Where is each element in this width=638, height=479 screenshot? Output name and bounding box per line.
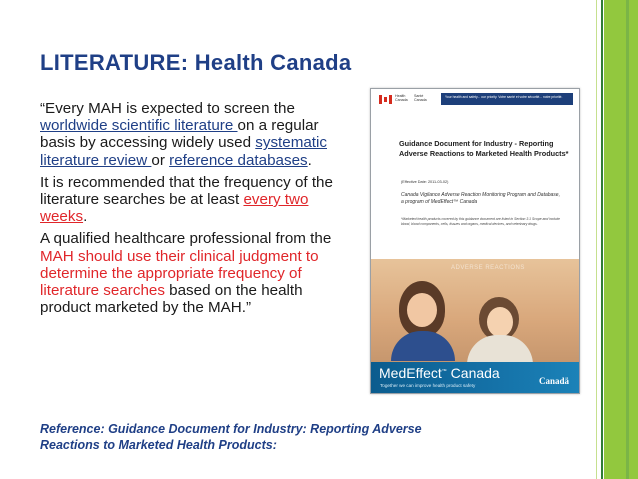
medeffect-logo (379, 365, 500, 381)
doc-footnote: *Marketed health products covered by this guidance document are listed in Section 3.1 Scope and include blood, blood components, cells, tissues and organs, medical devices, and veterinary drugs. (401, 217, 560, 226)
guidance-document-cover (370, 88, 580, 394)
slide-title: LITERATURE: Health Canada (40, 50, 352, 75)
header-tagline: Your health and safety... our priority. Votre santé et votre sécurité... notre priorité. (445, 95, 563, 99)
accent-band (604, 0, 638, 479)
brand-tm: ™ (441, 368, 447, 375)
brand-name: MedEffect (379, 365, 442, 381)
accent-line-light (596, 0, 597, 479)
cover-photo (371, 259, 579, 393)
text-run: It is recommended that the frequency of the literature searches be at least (40, 173, 333, 209)
person-face (407, 293, 437, 327)
medeffect-banner (371, 362, 579, 393)
canada-wordmark: Canadä (539, 376, 570, 386)
doc-header (371, 89, 579, 111)
text-run: . (83, 208, 88, 226)
doc-title: Guidance Document for Industry - Reporting Adverse Reactions to Marketed Health Products* (399, 139, 569, 158)
child-body (467, 335, 533, 365)
reference-note: Reference: Guidance Document for Industry: Reporting Adverse Reactions to Marketed Health Products: (40, 422, 422, 452)
underlined-phrase: worldwide scientific literature (40, 117, 238, 135)
slide-body (40, 100, 345, 321)
paragraph-frequency (40, 174, 345, 226)
doc-subtitle: Canada Vigilance Adverse Reaction Monitoring Program and Database, a program of MedEffect™ Canada (401, 192, 560, 205)
text-run: based on the health product marketed by the MAH.” (40, 282, 303, 317)
brand-country: Canada (446, 365, 500, 381)
doc-effective-date: (Effective Date: 2011-03-02) (401, 180, 449, 184)
highlighted-phrase: MAH should use their clinical judgment to determine the appropriate frequency of literature searches (40, 247, 319, 300)
header-english: Health Canada (395, 94, 408, 102)
text-run: “Every MAH is expected to screen the (40, 100, 295, 117)
accent-line-mid (626, 0, 629, 479)
paragraph-mah-screening (40, 100, 345, 169)
underlined-phrase: reference databases (169, 151, 308, 169)
child-face (487, 307, 513, 337)
text-run: A qualified healthcare professional from the (40, 230, 332, 248)
medeffect-tagline: Together we can improve health product safety (380, 383, 476, 388)
header-french: Santé Canada (414, 94, 427, 102)
person-body (391, 331, 455, 361)
paragraph-professional (40, 230, 345, 316)
text-run: on a regular basis by accessing widely used (40, 117, 319, 152)
text-run: . (307, 151, 312, 169)
accent-line-dark (601, 0, 603, 479)
highlighted-phrase: every two weeks (40, 191, 309, 226)
text-run: or (151, 151, 170, 169)
canada-flag-icon (379, 95, 392, 104)
underlined-phrase: systematic literature review (40, 134, 327, 169)
photo-banner-text: ADVERSE REACTIONS (451, 265, 525, 271)
